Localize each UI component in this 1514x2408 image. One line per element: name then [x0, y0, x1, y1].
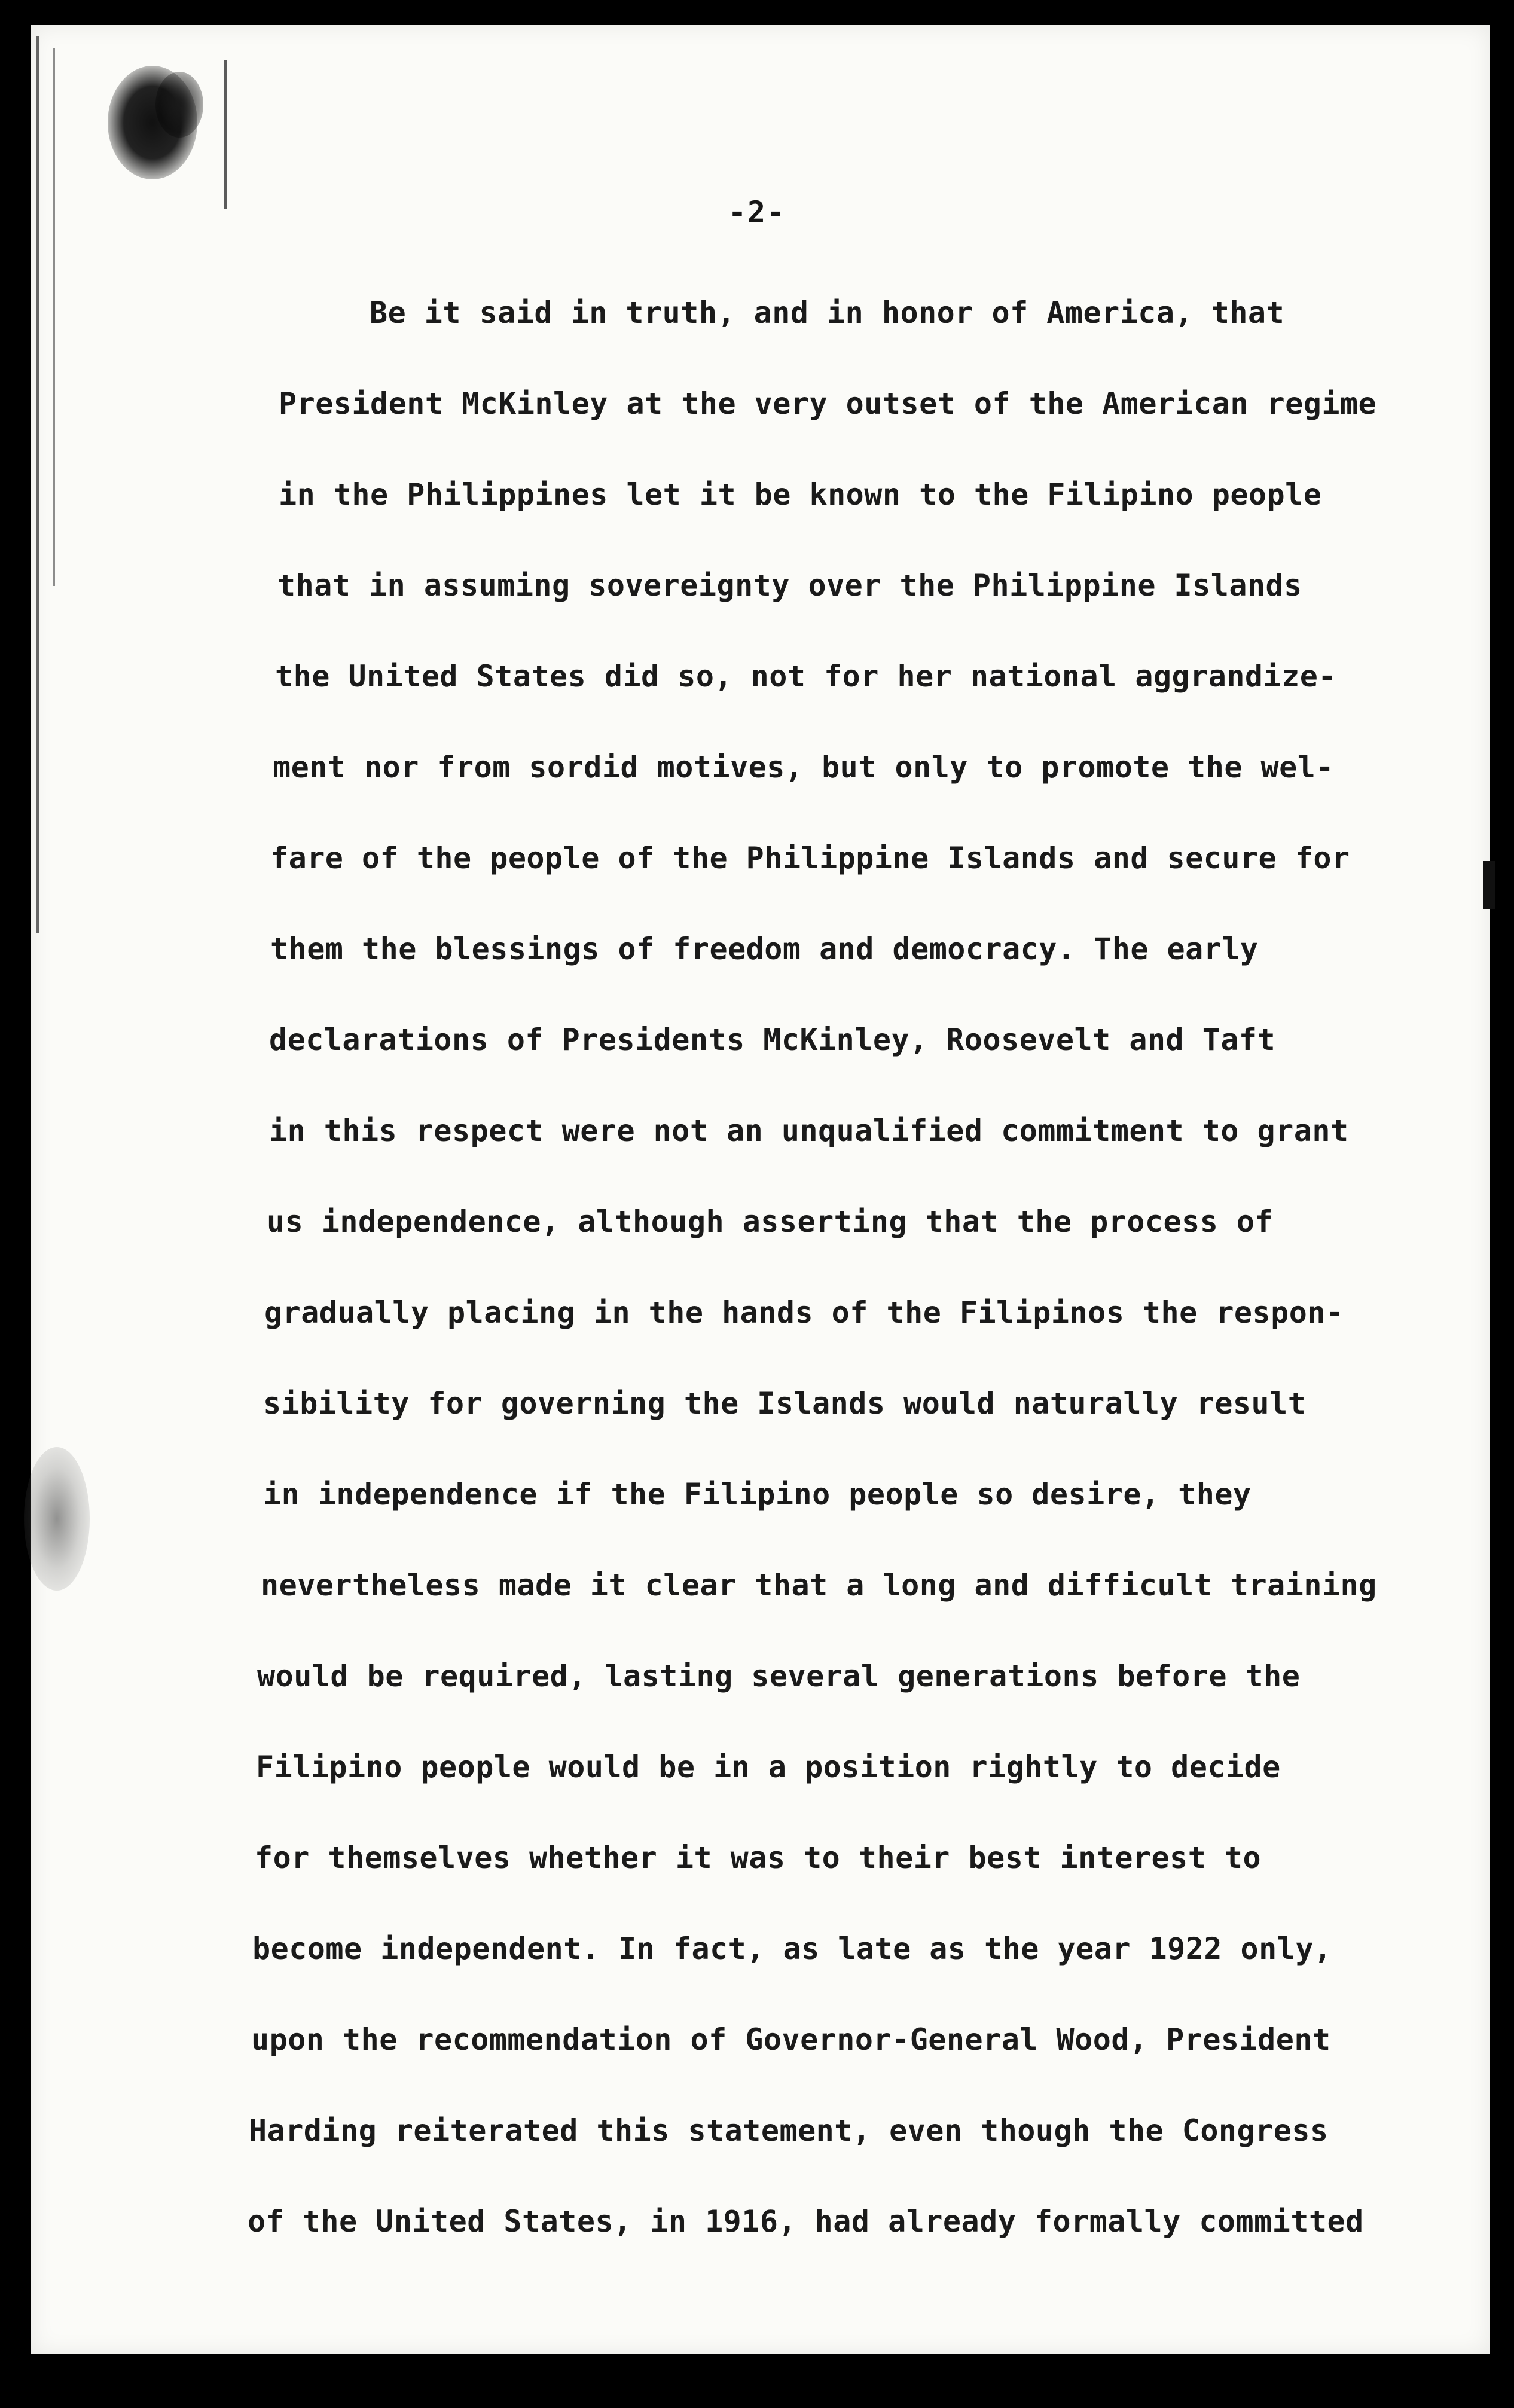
- text-line: us independence, although asserting that the process of: [267, 1204, 1274, 1239]
- text-line: that in assuming sovereignty over the Philippine Islands: [277, 568, 1302, 603]
- text-line: become independent. In fact, as late as the year 1922 only,: [252, 1931, 1332, 1966]
- text-line: in this respect were not an unqualified commitment to grant: [269, 1113, 1349, 1148]
- text-line: President McKinley at the very outset of the American regime: [279, 386, 1377, 421]
- text-line: sibility for governing the Islands would naturally result: [263, 1386, 1307, 1421]
- text-line: Be it said in truth, and in honor of America, that: [370, 295, 1285, 330]
- text-line: of the United States, in 1916, had already formally committed: [248, 2204, 1364, 2239]
- text-line: in the Philippines let it be known to the Filipino people: [279, 477, 1322, 512]
- text-line: upon the recommendation of Governor-General Wood, President: [251, 2022, 1331, 2057]
- text-line: for themselves whether it was to their best interest to: [255, 1841, 1262, 1875]
- smudge-mark: [24, 1447, 90, 1591]
- ink-blot: [155, 72, 203, 138]
- paper-edge-shadow: [36, 36, 39, 933]
- text-line: Harding reiterated this statement, even though the Congress: [249, 2113, 1329, 2148]
- edge-mark: [1483, 861, 1495, 909]
- text-line: fare of the people of the Philippine Islands and secure for: [270, 841, 1350, 875]
- text-line: the United States did so, not for her national aggrandize-: [275, 659, 1336, 694]
- text-line: gradually placing in the hands of the Filipinos the respon-: [264, 1295, 1344, 1330]
- text-line: them the blessings of freedom and democracy. The early: [270, 932, 1259, 966]
- text-line: Filipino people would be in a position rightly to decide: [256, 1750, 1281, 1784]
- text-line: nevertheless made it clear that a long and difficult training: [261, 1568, 1377, 1603]
- binding-mark: [224, 60, 227, 209]
- text-line: in independence if the Filipino people so desire, they: [263, 1477, 1252, 1512]
- paper-sheet: [31, 25, 1490, 2354]
- paper-edge-shadow: [53, 48, 55, 586]
- text-line: would be required, lasting several generations before the: [257, 1659, 1301, 1693]
- text-line: declarations of Presidents McKinley, Roosevelt and Taft: [269, 1023, 1276, 1057]
- page-number: -2-: [728, 195, 786, 230]
- text-line: ment nor from sordid motives, but only to promote the wel-: [273, 750, 1334, 785]
